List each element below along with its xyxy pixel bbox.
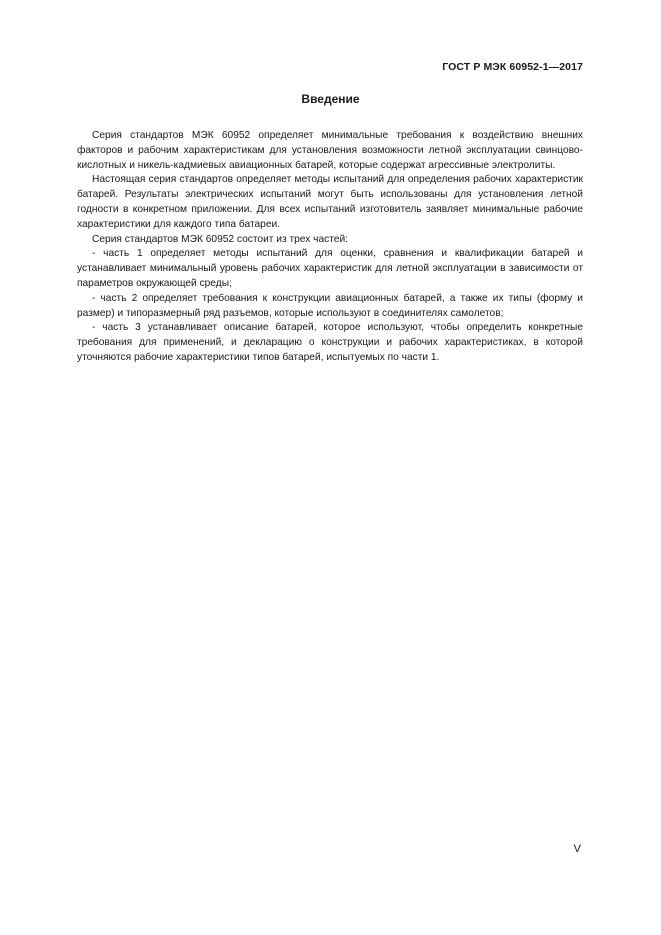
paragraph: Серия стандартов МЭК 60952 состоит из трех частей: [92,233,348,245]
section-title: Введение [301,92,360,106]
body-text [77,129,583,366]
standard-code-header: ГОСТ Р МЭК 60952-1—2017 [442,61,583,73]
list-item: - часть 2 определяет требования к конструкции авиационных батарей, а также их типы (форму и размер) и типоразмерный ряд разъемов, которые используют в соединителях самолетов; [77,292,583,319]
page-number: V [573,843,581,855]
paragraph: Серия стандартов МЭК 60952 определяет минимальные требования к воздействию внешних факторов и рабочим характеристикам для установления возможности летной эксплуатации свинцово-кислотных и никель-кадмиевых авиационных батарей, которые содержат агрессивные электролиты. [77,130,583,171]
list-item: - часть 3 устанавливает описание батарей, которое используют, чтобы определить конкретные требования для применений, и декларацию о конструкции и рабочих характеристиках, в которой уточняются рабочие характеристики типов батарей, испытуемых по части 1. [77,322,583,363]
list-item: - часть 1 определяет методы испытаний для оценки, сравнения и квалификации батарей и устанавливает минимальный уровень рабочих характеристик для летной эксплуатации в зависимости от параметров окружающей среды; [77,248,583,289]
paragraph: Настоящая серия стандартов определяет методы испытаний для определения рабочих характеристик батарей. Результаты электрических испытаний могут быть использованы для установления летной годности в конкретном приложении. Для всех испытаний изготовитель заявляет минимальные рабочие характеристики для каждого типа батареи. [77,174,583,230]
